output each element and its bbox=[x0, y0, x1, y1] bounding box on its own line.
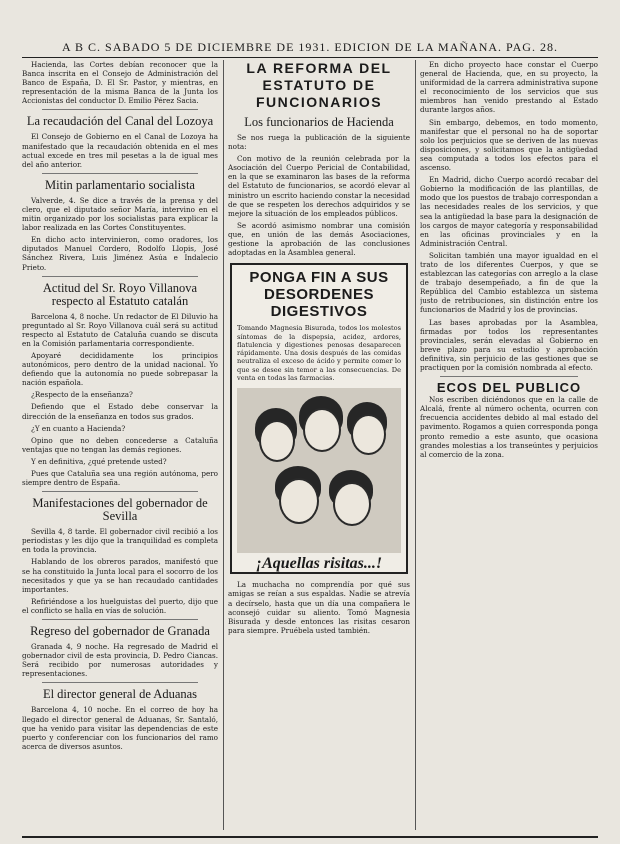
article-paragraph: En dicho proyecto hace constar el Cuerpo general de Hacienda, que, en su proyecto, la uniformidad de la carrera administrativa supone el reconocimiento de los servicios que sus miembros han venido prestando al Estado durante largos años. bbox=[420, 60, 598, 115]
ad-headline: PONGA FIN A SUS DESORDENES DIGESTIVOS bbox=[249, 269, 389, 321]
article-paragraph: Pues que Cataluña sea una región autónoma, pero siempre dentro de España. bbox=[22, 469, 218, 488]
headline-director-aduanas: El director general de Aduanas bbox=[42, 687, 198, 702]
separator bbox=[42, 276, 198, 277]
intro-paragraph: Hacienda, las Cortes debían reconocer que la Banca inscrita en el Consejo de Administración del Banco de España, D. El Sr. Pastor, y mientras, en representación de la misma Banca de la Junta los Accionistas del conductor D. Emilio Pérez Sacia. bbox=[22, 60, 218, 106]
face-shape bbox=[351, 414, 386, 455]
article-paragraph: Sin embargo, debemos, en todo momento, manifestar que el personal no ha de soportar solo los perjuicios que se deriven de las nuevas disposiciones, y solicitamos que la antigüedad sea computada a todos los efectos para el ascenso. bbox=[420, 117, 598, 173]
face-shape bbox=[259, 420, 295, 462]
article-paragraph: Apoyaré decididamente los principios autonómicos, pero dentro de la unidad nacional. Yo defiendo que la autonomía no puede sobrepasar la nación española. bbox=[22, 350, 218, 388]
separator bbox=[42, 109, 198, 110]
separator bbox=[42, 173, 198, 174]
article-paragraph: Opino que no deben concederse a Cataluña ventajas que no tengan las demás regiones. bbox=[22, 435, 218, 454]
ad-illustration bbox=[237, 388, 401, 553]
headline-canal-lozoya: La recaudación del Canal del Lozoya bbox=[26, 114, 214, 129]
article-paragraph: En dicho acto intervinieron, como oradores, los diputados Manuel Cordero, Rodolfo Llopis, José Sánchez Rivera, Luis Jiménez Asúa e Indalecio Prieto. bbox=[22, 235, 218, 272]
page-header: A B C. SABADO 5 DE DICIEMBRE DE 1931. EDICION DE LA MAÑANA. PAG. 28. bbox=[62, 40, 558, 54]
article-paragraph: Barcelona 4, 10 noche. En el correo de hoy ha llegado el director general de Aduanas, Sr. Santaló, que ha venido para visitar las dependencias de este puerto y conferenciar con los funcionarios del ramo acerca de diversos asuntos. bbox=[22, 705, 218, 751]
article-paragraph: Hablando de los obreros parados, manifestó que se ha constituido la Junta local para el socorro de los necesitados y que ya se han recaudado cantidades importantes. bbox=[22, 557, 218, 594]
section-heading-ecos: ECOS DEL PUBLICO bbox=[436, 380, 582, 396]
article-paragraph: Refiriéndose a los huelguistas del puerto, dijo que el conflicto se halla en vías de solución. bbox=[22, 596, 218, 615]
article-paragraph: Las bases aprobadas por la Asamblea, firmadas por todos los representantes provinciales, serán elevadas al Gobierno en breve plazo para su estudio y aprobación definitiva, sin perjuicio de las gestiones que se practiquen por la comisión nombrada al efecto. bbox=[420, 317, 598, 372]
article-paragraph: Se nos ruega la publicación de la siguiente nota: bbox=[228, 133, 410, 152]
article-paragraph: Valverde, 4. Se dice a través de la prensa y del clero, que el diputado señor María, intervino en el mitin organizado por los socialistas para explicar la labor realizada en las Cortes Constituyentes. bbox=[22, 195, 218, 233]
face-shape bbox=[303, 408, 341, 452]
article-paragraph: Sevilla 4, 8 tarde. El gobernador civil recibió a los periodistas y les dijo que la tranquilidad es completa en toda la provincia. bbox=[22, 527, 218, 555]
face-shape bbox=[279, 478, 319, 524]
headline-mitin-socialista: Mitin parlamentario socialista bbox=[45, 177, 195, 192]
article-paragraph: La muchacha no comprendía por qué sus amigas se reían a sus espaldas. Nadie se atrevía a decírselo, hasta que un día una compañera le aconsejó cuidar su aliento. Tomó Magnesia Bisurada y desde entonces las risitas cesaron para siempre. Pruébela usted también. bbox=[228, 580, 410, 635]
column-divider-1 bbox=[223, 60, 224, 830]
headline-gobernador-granada: Regreso del gobernador de Granada bbox=[30, 624, 210, 639]
article-paragraph: En Madrid, dicho Cuerpo acordó recabar del Gobierno la modificación de las plantillas, de modo que los puestos de trabajo correspondan a las necesidades reales de los servicios, y que sea la antigüedad la base para la designación de los cargos de mayor categoría y responsabilidad en las oficinas provinciales y en la Administración Central. bbox=[420, 175, 598, 248]
article-paragraph: Defiendo que el Estado debe conservar la dirección de la enseñanza en todos sus grados. bbox=[22, 402, 218, 421]
headline-gobernador-sevilla: Manifestaciones del gobernador de Sevilla bbox=[32, 496, 208, 524]
face-shape bbox=[333, 482, 371, 526]
column-2 bbox=[228, 60, 410, 832]
article-paragraph: Con motivo de la reunión celebrada por la Asociación del Cuerpo Pericial de Contabilidad, en la que se examinaron las bases de la reforma del Estatuto de funcionarios, se acordó elevar al ministro un escrito haciendo constar la necesidad de que se respeten los derechos adquiridos y se mejore la situación de los empleados públicos. bbox=[228, 154, 410, 218]
separator bbox=[42, 619, 198, 620]
column-1 bbox=[22, 60, 218, 832]
article-paragraph: Granada 4, 9 noche. Ha regresado de Madrid el gobernador civil de esta provincia, D. Pedro Ciancas. Será recibido por numerosas autoridades y representaciones. bbox=[22, 642, 218, 679]
article-paragraph: Barcelona 4, 8 noche. Un redactor de El Diluvio ha preguntado al Sr. Royo Villanova cuál será su actitud respecto al Estatuto de Cataluña cuando se discuta en la Comisión parlamentaria correspondiente. bbox=[22, 311, 218, 348]
column-divider-2 bbox=[415, 60, 416, 830]
separator bbox=[42, 682, 198, 683]
article-paragraph: Solicitan también una mayor igualdad en el trato de los diferentes Cuerpos, y que se establezcan las categorías con arreglo a la clase de trabajo desempeñado, a fin de que la República del Cambio establezca un sistema justo de retribuciones, sin distinción entre los funcionarios de Madrid y los de provincias. bbox=[420, 250, 598, 315]
article-paragraph: Y en definitiva, ¿qué pretende usted? bbox=[31, 456, 167, 466]
article-paragraph: ¿Respecto de la enseñanza? bbox=[31, 390, 133, 400]
separator bbox=[42, 491, 198, 492]
article-paragraph: Nos escriben diciéndonos que en la calle de Alcalá, frente al número ochenta, ocurren con frecuencia accidentes debido al mal estado del pavimento. Rogamos a quien corresponda ponga pronto remedio a este asunto, que ocasiona grandes molestias a los transeúntes y perjuicios al comercio de la zona. bbox=[420, 395, 598, 459]
header-rule bbox=[22, 57, 598, 58]
advertisement bbox=[230, 263, 408, 574]
article-paragraph: Se acordó asimismo nombrar una comisión que, en unión de las demás Asociaciones, gestione la aprobación de las conclusiones adoptadas en la Asamblea general. bbox=[228, 220, 410, 258]
separator bbox=[440, 376, 578, 377]
article-paragraph: El Consejo de Gobierno en el Canal de Lozoya ha manifestado que la recaudación obtenida en el mes actual excede en tres mil pesetas a la de igual mes del año anterior. bbox=[22, 132, 218, 169]
subheadline-hacienda: Los funcionarios de Hacienda bbox=[244, 115, 394, 129]
headline-royo-villanova: Actitud del Sr. Royo Villanova respecto al Estatuto catalán bbox=[42, 280, 198, 308]
main-headline: LA REFORMA DEL ESTATUTO DE FUNCIONARIOS bbox=[246, 60, 392, 110]
ad-slogan: ¡Aquellas risitas...! bbox=[255, 555, 383, 573]
footer-rule bbox=[22, 836, 598, 838]
column-3 bbox=[420, 60, 598, 832]
ad-body-text: Tomando Magnesia Bisurada, todos los molestos síntomas de la dispepsia, acidez, ardores, flatulencia y digestiones penosas desaparecen rápidamente. Una dosis después de las comidas neutraliza el exceso de ácido y permite comer lo que se desee sin temor a las consecuencias. De venta en todas las farmacias. bbox=[237, 324, 401, 382]
article-paragraph: ¿Y en cuanto a Hacienda? bbox=[31, 423, 126, 433]
